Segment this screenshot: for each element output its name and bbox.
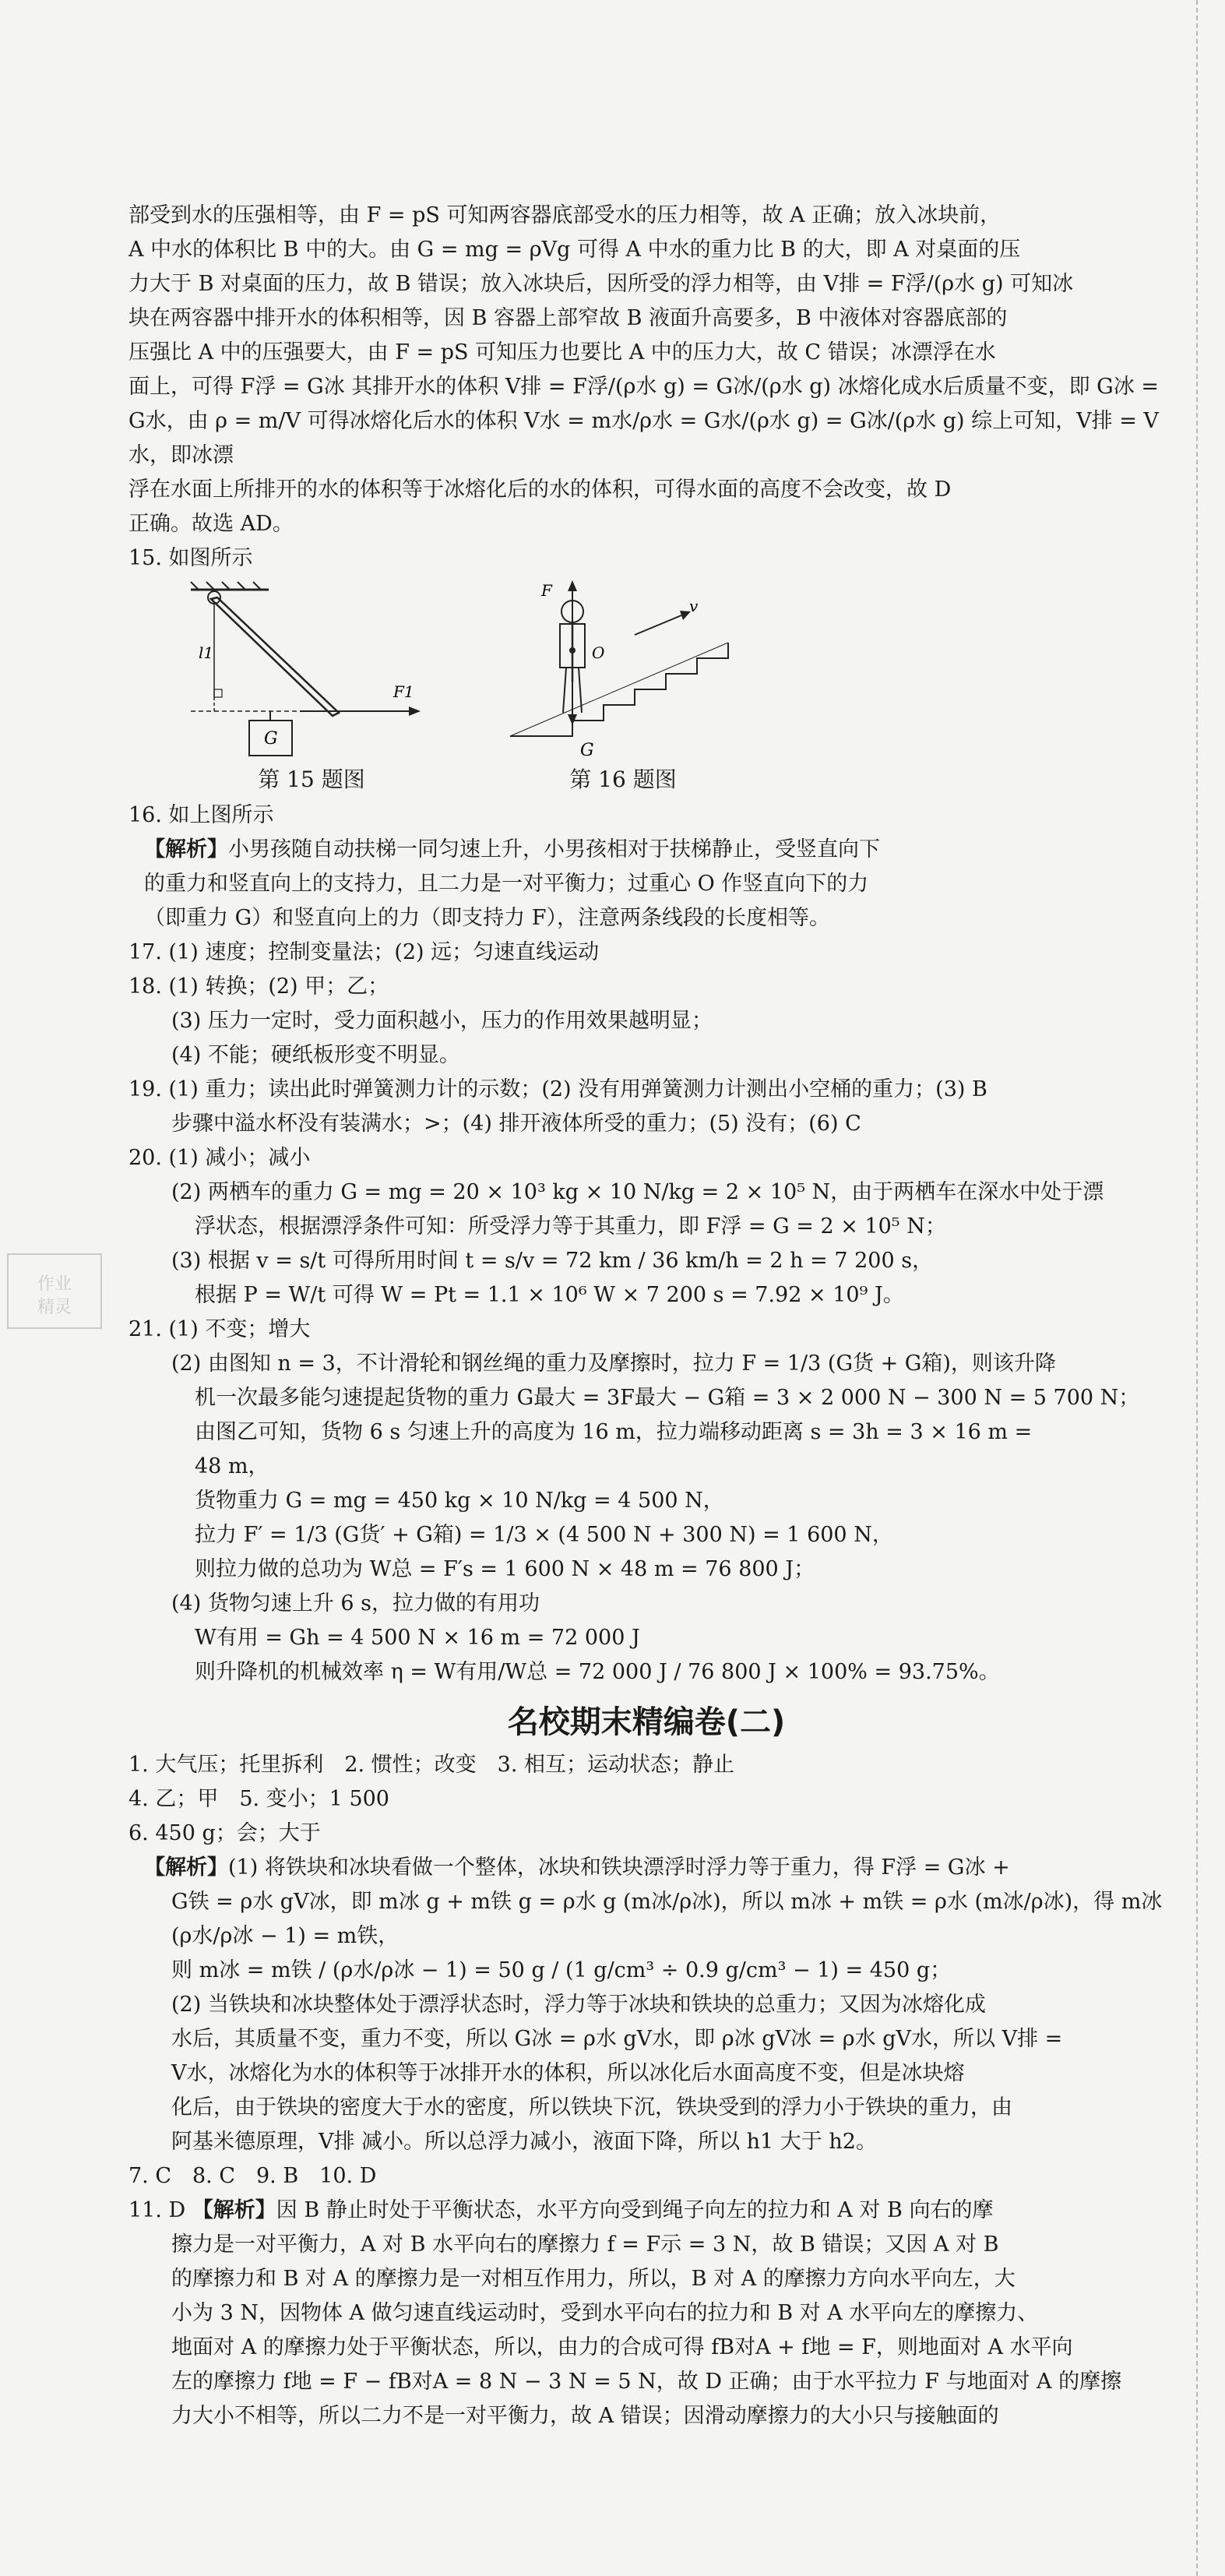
text-line: (3) 根据 v = s/t 可得所用时间 t = s/v = 72 km / 36 km/h = 2 h = 7 200 s， [171,1249,934,1273]
text-line: 水后，其质量不变，重力不变，所以 G冰 = ρ水 gV水，即 ρ冰 gV冰 = ρ水 gV水，所以 V排 = [171,2027,1063,2051]
text-line: 的摩擦力和 B 对 A 的摩擦力是一对相互作用力，所以，B 对 A 的摩擦力方向水平向左，大 [171,2267,1016,2291]
text-line: 块在两容器中排开水的体积相等，因 B 容器上部窄故 B 液面升高要多，B 中液体对容器底部的 [128,306,1008,330]
text-line: 拉力 F′ = 1/3 (G货′ + G箱) = 1/3 × (4 500 N + 300 N) = 1 600 N， [195,1523,893,1547]
text-line: 力大小不相等，所以二力不是一对平衡力，故 A 错误；因滑动摩擦力的大小只与接触面的 [171,2404,999,2428]
label-l1: l1 [199,643,214,662]
q16 [128,798,1164,936]
q6-analysis [128,1851,1164,2159]
text-line: 浮在水面上所排开的水的体积等于冰熔化后的水的体积，可得水面的高度不会改变，故 D [128,477,952,502]
analysis-tag: 【解析】 [192,2198,276,2222]
text-line: G水，由 ρ = m/V 可得冰熔化后水的体积 V水 = m水/ρ水 = G水/(ρ水 g) = G冰/(ρ水 g) 综上可知，V排 = V水，即冰漂 [128,409,1159,467]
q17: 17. (1) 速度；控制变量法；(2) 远；匀速直线运动 [128,940,600,964]
q11-heading: 11. D [128,2198,186,2222]
svg-text:作业: 作业 [37,1274,72,1294]
text-line: 阿基米德原理，V排 减小。所以总浮力减小，液面下降，所以 h1 大于 h2。 [171,2130,877,2154]
text-line: (3) 压力一定时，受力面积越小，压力的作用效果越明显； [171,1009,713,1033]
text-line [128,2194,1164,2228]
q16-heading: 16. 如上图所示 [128,803,274,827]
short-answers [128,1748,1164,1851]
text-line: 根据 P = W/t 可得 W = Pt = 1.1 × 10⁶ W × 7 200 s = 7.92 × 10⁹ J。 [195,1283,904,1307]
text-line: 擦力是一对平衡力，A 对 B 水平向右的摩擦力 f = F示 = 3 N，故 B 错误；又因 A 对 B [171,2232,999,2257]
label-G: G [580,741,594,759]
figure-16 [495,580,752,794]
text-line: 步骤中溢水杯没有装满水；>；(4) 排开液体所受的重力；(5) 没有；(6) C [171,1112,861,1136]
analysis-text: (1) 将铁块和冰块看做一个整体，冰块和铁块漂浮时浮力等于重力，得 F浮 = G冰 + [228,1855,1010,1880]
svg-text:精灵: 精灵 [37,1298,72,1317]
label-F1: F1 [393,682,414,701]
text-line: 则拉力做的总功为 W总 = F′s = 1 600 N × 48 m = 76 800 J； [195,1557,815,1581]
label-F: F [541,581,552,600]
answers-7-10: 7. C 8. C 9. B 10. D [128,2164,377,2188]
text-line: 则升降机的机械效率 η = W有用/W总 = 72 000 J / 76 800 J × 100% = 93.75%。 [195,1660,1000,1684]
text-line [128,833,1164,867]
text-line: (4) 不能；硬纸板形变不明显。 [171,1043,460,1067]
lever-diagram [183,580,440,759]
text-line: W有用 = Gh = 4 500 N × 16 m = 72 000 J [195,1626,640,1650]
text-line: G铁 = ρ水 gV冰，即 m冰 g + m铁 g = ρ水 g (m冰/ρ冰)，所以 m冰 + m铁 = ρ水 (m冰/ρ冰)，得 m冰(ρ水/ρ冰 − 1) = m铁， [171,1890,1163,1948]
analysis-text: 因 B 静止时处于平衡状态，水平方向受到绳子向左的拉力和 A 对 B 向右的摩 [276,2198,994,2222]
watermark-stamp [0,1246,117,1340]
section-title: 名校期末精编卷(二) [507,1704,786,1740]
q19 [128,1073,1164,1141]
text-line: 1. 大气压；托里拆利 2. 惯性；改变 3. 相互；运动状态；静止 [128,1753,735,1777]
figure-16-caption: 第 16 题图 [569,766,677,792]
text-line: 化后，由于铁块的密度大于水的密度，所以铁块下沉，铁块受到的浮力小于铁块的重力，由 [171,2095,1012,2120]
text-line: 4. 乙；甲 5. 变小；1 500 [128,1787,389,1811]
analysis-tag: 【解析】 [144,837,228,862]
q11 [128,2194,1164,2433]
text-line: 的重力和竖直向上的支持力，且二力是一对平衡力；过重心 O 作竖直向下的力 [144,872,869,896]
q14-continuation [128,199,1164,541]
text-line: (4) 货物匀速上升 6 s，拉力做的有用功 [171,1591,540,1616]
text-line: (2) 当铁块和冰块整体处于漂浮状态时，浮力等于冰块和铁块的总重力；又因为冰熔化成 [171,1993,986,2017]
text-line: 正确。故选 AD。 [128,512,294,536]
analysis-text: 小男孩随自动扶梯一同匀速上升，小男孩相对于扶梯静止，受竖直向下 [228,837,880,862]
text-line: V水，冰熔化为水的体积等于冰排开水的体积，所以冰化后水面高度不变，但是冰块熔 [171,2061,965,2085]
text-line: 浮状态，根据漂浮条件可知：所受浮力等于其重力，即 F浮 = G = 2 × 10⁵ N； [195,1214,946,1239]
label-G: G [264,729,278,749]
q15-heading: 15. 如图所示 [128,546,253,570]
text-line: 货物重力 G = mg = 450 kg × 10 N/kg = 4 500 N， [195,1489,724,1513]
figures-row [128,580,1164,794]
text-line: (2) 两栖车的重力 G = mg = 20 × 10³ kg × 10 N/kg = 2 × 10⁵ N，由于两栖车在深水中处于漂 [171,1180,1104,1204]
text-line: 48 m， [195,1454,269,1478]
text-line: 21. (1) 不变；增大 [128,1317,311,1341]
label-O: O [592,643,605,662]
text-line: 压强比 A 中的压强要大，由 F = pS 可知压力也要比 A 中的压力大，故 C 错误；冰漂浮在水 [128,340,996,365]
text-line: (2) 由图知 n = 3，不计滑轮和钢丝绳的重力及摩擦时，拉力 F = 1/3 (G货 + G箱)，则该升降 [171,1351,1056,1376]
label-v: v [689,597,699,615]
text-line: 19. (1) 重力；读出此时弹簧测力计的示数；(2) 没有用弹簧测力计测出小空桶的重力；(3) B [128,1077,987,1101]
text-line: 由图乙可知，货物 6 s 匀速上升的高度为 16 m，拉力端移动距离 s = 3h = 3 × 16 m = [195,1420,1033,1444]
text-line: 小为 3 N，因物体 A 做匀速直线运动时，受到水平向右的拉力和 B 对 A 水平向左的摩擦力、 [171,2301,1039,2325]
text-line: 18. (1) 转换；(2) 甲；乙； [128,974,389,999]
main-content [128,199,1164,2433]
q21 [128,1313,1164,1690]
text-line: 地面对 A 的摩擦力处于平衡状态，所以，由力的合成可得 fB对A + f地 = F，则地面对 A 水平向 [171,2335,1073,2359]
figure-15-caption: 第 15 题图 [258,766,365,792]
q18 [128,970,1164,1073]
binding-dashed-line [1196,0,1198,2576]
escalator-diagram [495,580,752,759]
text-line: 机一次最多能匀速提起货物的重力 G最大 = 3F最大 − G箱 = 3 × 2 000 N − 300 N = 5 700 N； [195,1386,1140,1410]
text-line: 20. (1) 减小；减小 [128,1146,311,1170]
text-line: 部受到水的压强相等，由 F = pS 可知两容器底部受水的压力相等，故 A 正确；放入冰块前， [128,203,1001,227]
analysis-tag: 【解析】 [144,1855,228,1880]
figure-15 [183,580,440,794]
text-line: 则 m冰 = m铁 / (ρ水/ρ冰 − 1) = 50 g / (1 g/cm³ ÷ 0.9 g/cm³ − 1) = 450 g； [171,1958,952,1982]
text-line: 6. 450 g；会；大于 [128,1821,321,1845]
text-line: （即重力 G）和竖直向上的力（即支持力 F），注意两条线段的长度相等。 [144,906,830,930]
text-line: A 中水的体积比 B 中的大。由 G = mg = ρVg 可得 A 中水的重力比 B 的大，即 A 对桌面的压 [128,238,1021,262]
text-line: 力大于 B 对桌面的压力，故 B 错误；放入冰块后，因所受的浮力相等，由 V排 = F浮/(ρ水 g) 可知冰 [128,272,1074,296]
text-line [128,1851,1164,1885]
q20 [128,1141,1164,1313]
text-line: 面上，可得 F浮 = G冰 其排开水的体积 V排 = F浮/(ρ水 g) = G冰/(ρ水 g) 冰熔化成水后质量不变，即 G冰 = [128,375,1159,399]
text-line: 左的摩擦力 f地 = F − fB对A = 8 N − 3 N = 5 N，故 D 正确；由于水平拉力 F 与地面对 A 的摩擦 [171,2370,1122,2394]
